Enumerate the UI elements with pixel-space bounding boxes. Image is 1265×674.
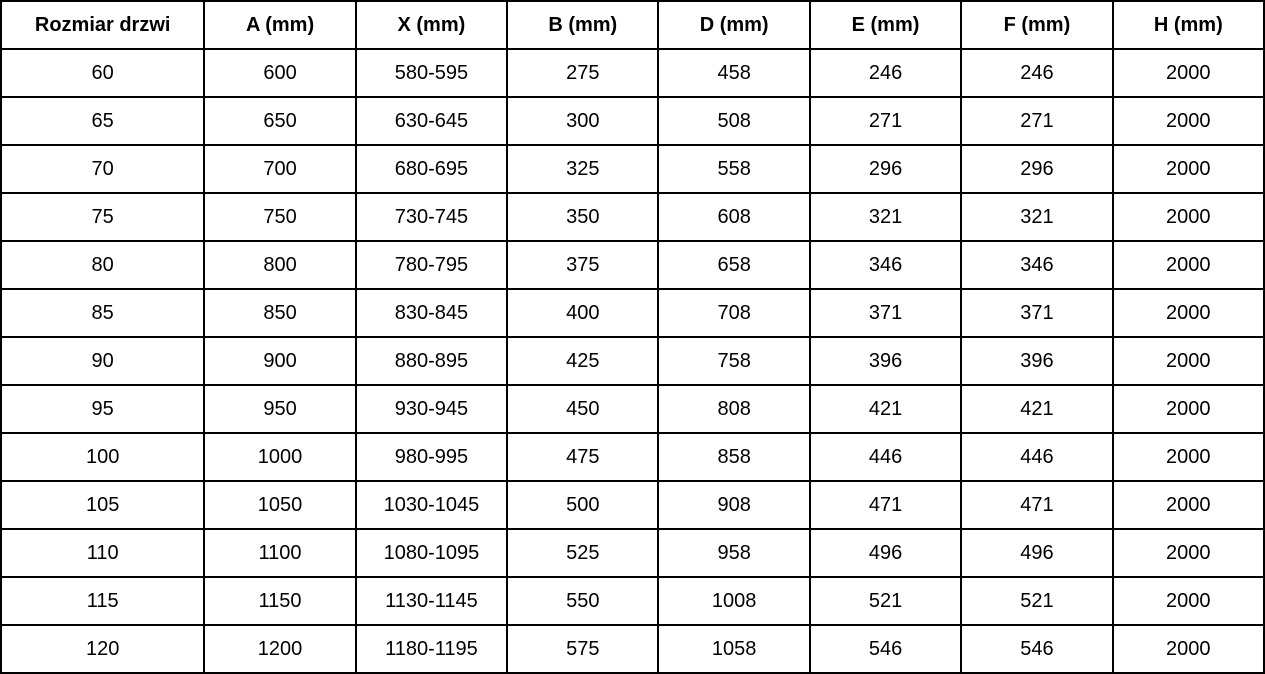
table-cell: 700	[204, 145, 355, 193]
table-cell: 275	[507, 49, 658, 97]
column-header-b-mm: B (mm)	[507, 1, 658, 49]
table-cell: 1130-1145	[356, 577, 507, 625]
table-cell: 830-845	[356, 289, 507, 337]
column-header-a-mm: A (mm)	[204, 1, 355, 49]
table-cell: 246	[810, 49, 961, 97]
table-cell: 558	[658, 145, 809, 193]
table-cell: 500	[507, 481, 658, 529]
table-cell: 650	[204, 97, 355, 145]
table-cell: 396	[810, 337, 961, 385]
table-cell: 105	[1, 481, 204, 529]
table-cell: 521	[810, 577, 961, 625]
column-header-f-mm: F (mm)	[961, 1, 1112, 49]
table-cell: 1200	[204, 625, 355, 673]
table-cell: 575	[507, 625, 658, 673]
table-cell: 2000	[1113, 49, 1264, 97]
table-cell: 2000	[1113, 481, 1264, 529]
table-cell: 100	[1, 433, 204, 481]
table-row-95	[1, 385, 1264, 433]
table-cell: 908	[658, 481, 809, 529]
table-row-115	[1, 577, 1264, 625]
table-row-90	[1, 337, 1264, 385]
table-cell: 680-695	[356, 145, 507, 193]
table-cell: 446	[961, 433, 1112, 481]
table-cell: 321	[961, 193, 1112, 241]
table-cell: 658	[658, 241, 809, 289]
table-cell: 2000	[1113, 433, 1264, 481]
table-cell: 458	[658, 49, 809, 97]
table-cell: 271	[961, 97, 1112, 145]
table-row-65	[1, 97, 1264, 145]
table-cell: 325	[507, 145, 658, 193]
table-cell: 496	[961, 529, 1112, 577]
table-cell: 2000	[1113, 241, 1264, 289]
table-row-120	[1, 625, 1264, 673]
table-cell: 120	[1, 625, 204, 673]
table-cell: 496	[810, 529, 961, 577]
table-cell: 65	[1, 97, 204, 145]
table-row-60	[1, 49, 1264, 97]
table-cell: 471	[961, 481, 1112, 529]
table-cell: 708	[658, 289, 809, 337]
table-cell: 1100	[204, 529, 355, 577]
table-cell: 421	[961, 385, 1112, 433]
table-cell: 930-945	[356, 385, 507, 433]
column-header-e-mm: E (mm)	[810, 1, 961, 49]
header-row	[1, 1, 1264, 49]
table-cell: 546	[961, 625, 1112, 673]
table-row-100	[1, 433, 1264, 481]
column-header-h-mm: H (mm)	[1113, 1, 1264, 49]
table-cell: 400	[507, 289, 658, 337]
table-row-75	[1, 193, 1264, 241]
table-cell: 2000	[1113, 577, 1264, 625]
table-cell: 421	[810, 385, 961, 433]
table-cell: 475	[507, 433, 658, 481]
table-cell: 900	[204, 337, 355, 385]
table-cell: 800	[204, 241, 355, 289]
table-cell: 525	[507, 529, 658, 577]
table-cell: 350	[507, 193, 658, 241]
table-cell: 1150	[204, 577, 355, 625]
table-row-110	[1, 529, 1264, 577]
table-cell: 446	[810, 433, 961, 481]
table-cell: 1008	[658, 577, 809, 625]
table-cell: 750	[204, 193, 355, 241]
table-cell: 346	[810, 241, 961, 289]
table-cell: 371	[961, 289, 1112, 337]
table-cell: 321	[810, 193, 961, 241]
table-cell: 425	[507, 337, 658, 385]
table-cell: 396	[961, 337, 1112, 385]
table-cell: 1050	[204, 481, 355, 529]
table-cell: 296	[961, 145, 1112, 193]
table-cell: 808	[658, 385, 809, 433]
table-row-80	[1, 241, 1264, 289]
table-cell: 95	[1, 385, 204, 433]
table-cell: 375	[507, 241, 658, 289]
table-cell: 1000	[204, 433, 355, 481]
table-cell: 546	[810, 625, 961, 673]
table-cell: 70	[1, 145, 204, 193]
table-cell: 980-995	[356, 433, 507, 481]
table-cell: 758	[658, 337, 809, 385]
table-cell: 2000	[1113, 97, 1264, 145]
table-cell: 90	[1, 337, 204, 385]
table-cell: 1080-1095	[356, 529, 507, 577]
table-cell: 608	[658, 193, 809, 241]
table-cell: 1180-1195	[356, 625, 507, 673]
table-cell: 80	[1, 241, 204, 289]
table-cell: 858	[658, 433, 809, 481]
table-cell: 300	[507, 97, 658, 145]
table-cell: 880-895	[356, 337, 507, 385]
table-row-105	[1, 481, 1264, 529]
column-header-rozmiar-drzwi: Rozmiar drzwi	[1, 1, 204, 49]
table-cell: 85	[1, 289, 204, 337]
table-row-85	[1, 289, 1264, 337]
table-cell: 60	[1, 49, 204, 97]
column-header-x-mm: X (mm)	[356, 1, 507, 49]
table-cell: 2000	[1113, 529, 1264, 577]
table-cell: 2000	[1113, 385, 1264, 433]
table-cell: 958	[658, 529, 809, 577]
table-cell: 730-745	[356, 193, 507, 241]
table-cell: 850	[204, 289, 355, 337]
table-cell: 450	[507, 385, 658, 433]
table-cell: 2000	[1113, 193, 1264, 241]
table-cell: 346	[961, 241, 1112, 289]
table-cell: 2000	[1113, 289, 1264, 337]
table-cell: 2000	[1113, 337, 1264, 385]
table-cell: 780-795	[356, 241, 507, 289]
column-header-d-mm: D (mm)	[658, 1, 809, 49]
table-cell: 75	[1, 193, 204, 241]
table-cell: 580-595	[356, 49, 507, 97]
table-cell: 115	[1, 577, 204, 625]
table-cell: 521	[961, 577, 1112, 625]
table-cell: 630-645	[356, 97, 507, 145]
table-cell: 2000	[1113, 625, 1264, 673]
table-cell: 550	[507, 577, 658, 625]
table-cell: 471	[810, 481, 961, 529]
table-cell: 508	[658, 97, 809, 145]
table-cell: 271	[810, 97, 961, 145]
table-cell: 2000	[1113, 145, 1264, 193]
table-cell: 600	[204, 49, 355, 97]
table-cell: 1030-1045	[356, 481, 507, 529]
table-cell: 296	[810, 145, 961, 193]
table-cell: 110	[1, 529, 204, 577]
table-cell: 246	[961, 49, 1112, 97]
table-cell: 950	[204, 385, 355, 433]
table-row-70	[1, 145, 1264, 193]
table-cell: 1058	[658, 625, 809, 673]
table-cell: 371	[810, 289, 961, 337]
